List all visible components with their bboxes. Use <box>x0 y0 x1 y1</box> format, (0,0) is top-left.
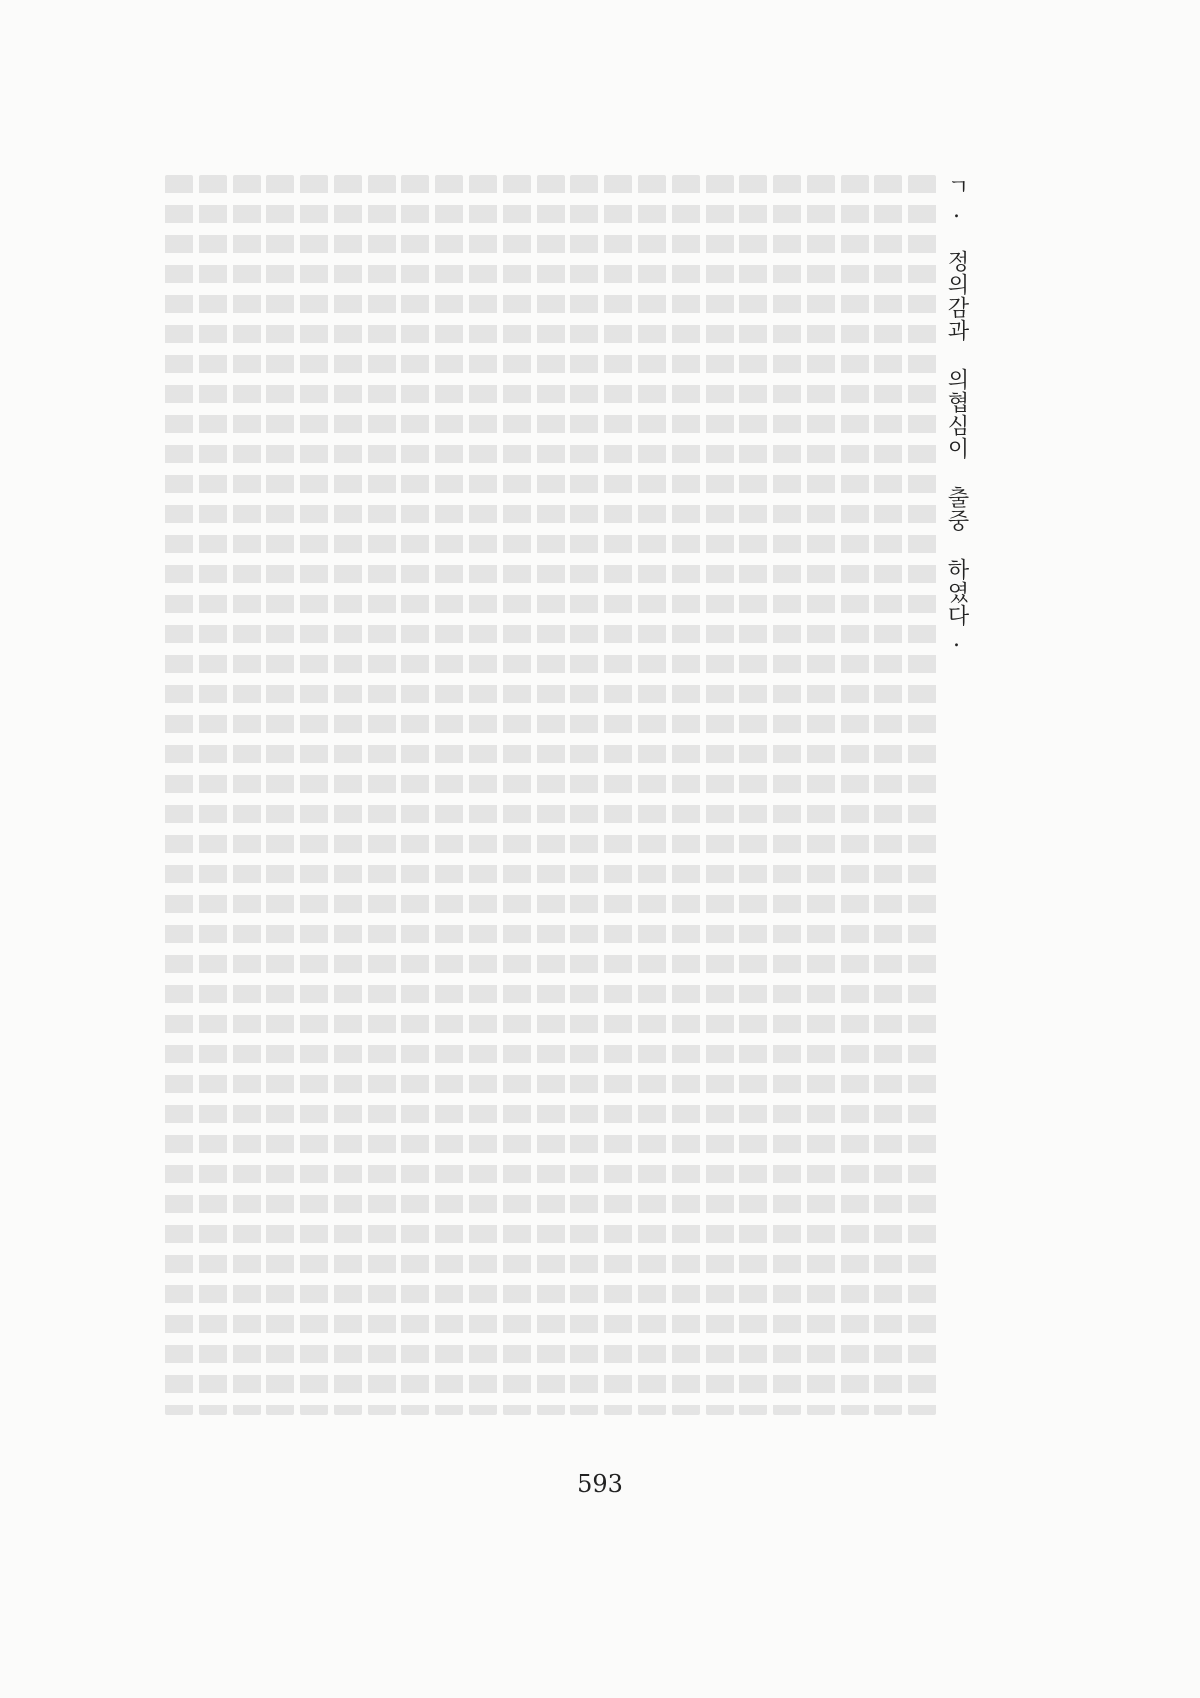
text-column-6 <box>739 175 767 1415</box>
text-column-12 <box>537 175 565 1415</box>
text-column-17 <box>368 175 396 1415</box>
text-column-13 <box>503 175 531 1415</box>
page-number: 593 <box>577 1470 623 1498</box>
text-column-2 <box>874 175 902 1415</box>
text-column-1 <box>908 175 936 1415</box>
text-column-10 <box>604 175 632 1415</box>
text-column-18 <box>334 175 362 1415</box>
section-heading: ㄱ. 정의감과 의협심이 출중 하였다. <box>943 175 969 653</box>
text-column-5 <box>773 175 801 1415</box>
text-column-11 <box>570 175 598 1415</box>
text-column-15 <box>435 175 463 1415</box>
text-column-23 <box>165 175 193 1415</box>
text-column-21 <box>233 175 261 1415</box>
text-column-16 <box>401 175 429 1415</box>
text-column-14 <box>469 175 497 1415</box>
vertical-text-block <box>165 175 970 1475</box>
text-column-8 <box>672 175 700 1415</box>
text-column-22 <box>199 175 227 1415</box>
text-column-3 <box>841 175 869 1415</box>
text-column-4 <box>807 175 835 1415</box>
text-column-19 <box>300 175 328 1415</box>
text-column-9 <box>638 175 666 1415</box>
text-column-20 <box>266 175 294 1415</box>
text-column-7 <box>706 175 734 1415</box>
